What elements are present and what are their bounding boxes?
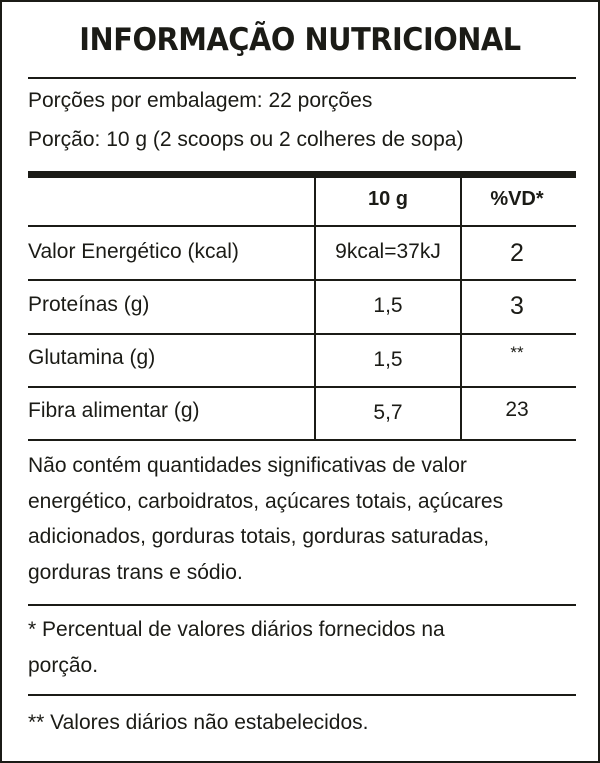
table-bottom-rule: [28, 439, 576, 441]
serving-size: Porção: 10 g (2 scoops ou 2 colheres de sopa): [28, 128, 464, 151]
percent-dv-footnote: * Percentual de valores diários fornecidos na porção.: [28, 618, 445, 677]
no-dv-footnote: ** Valores diários não estabelecidos.: [28, 711, 369, 734]
note-divider: [28, 604, 576, 606]
row-divider: [28, 225, 576, 227]
table-top-rule: [28, 171, 576, 178]
nutrient-amount: 1,5: [373, 294, 403, 317]
nutrient-name: Fibra alimentar (g): [28, 399, 200, 422]
label-title: INFORMAÇÃO NUTRICIONAL: [79, 22, 521, 58]
nutrient-name: Proteínas (g): [28, 293, 150, 316]
nutrient-dv: 3: [510, 292, 524, 320]
nutrient-dv: 2: [510, 239, 524, 267]
row-divider: [28, 333, 576, 335]
not-significant-note: Não contém quantidades significativas de valor energético, carboidratos, açúcares totais, açúcares adicionados, gorduras totais, gorduras saturadas, gorduras trans e sódio.: [28, 454, 504, 584]
note-divider: [28, 694, 576, 696]
nutrient-amount: 1,5: [373, 348, 403, 371]
row-divider: [28, 386, 576, 388]
servings-per-package: Porções por embalagem: 22 porções: [28, 89, 373, 112]
nutrient-name: Valor Energético (kcal): [28, 240, 239, 263]
row-divider: [28, 279, 576, 281]
nutrient-amount: 5,7: [373, 401, 403, 424]
nutrient-amount: 9kcal=37kJ: [335, 240, 441, 263]
header-amount: 10 g: [367, 188, 409, 210]
nutrient-dv: 23: [505, 398, 529, 421]
nutrient-name: Glutamina (g): [28, 346, 156, 369]
header-dv: %VD*: [490, 188, 544, 210]
title-divider: [28, 77, 576, 79]
nutrient-dv: **: [510, 343, 524, 362]
